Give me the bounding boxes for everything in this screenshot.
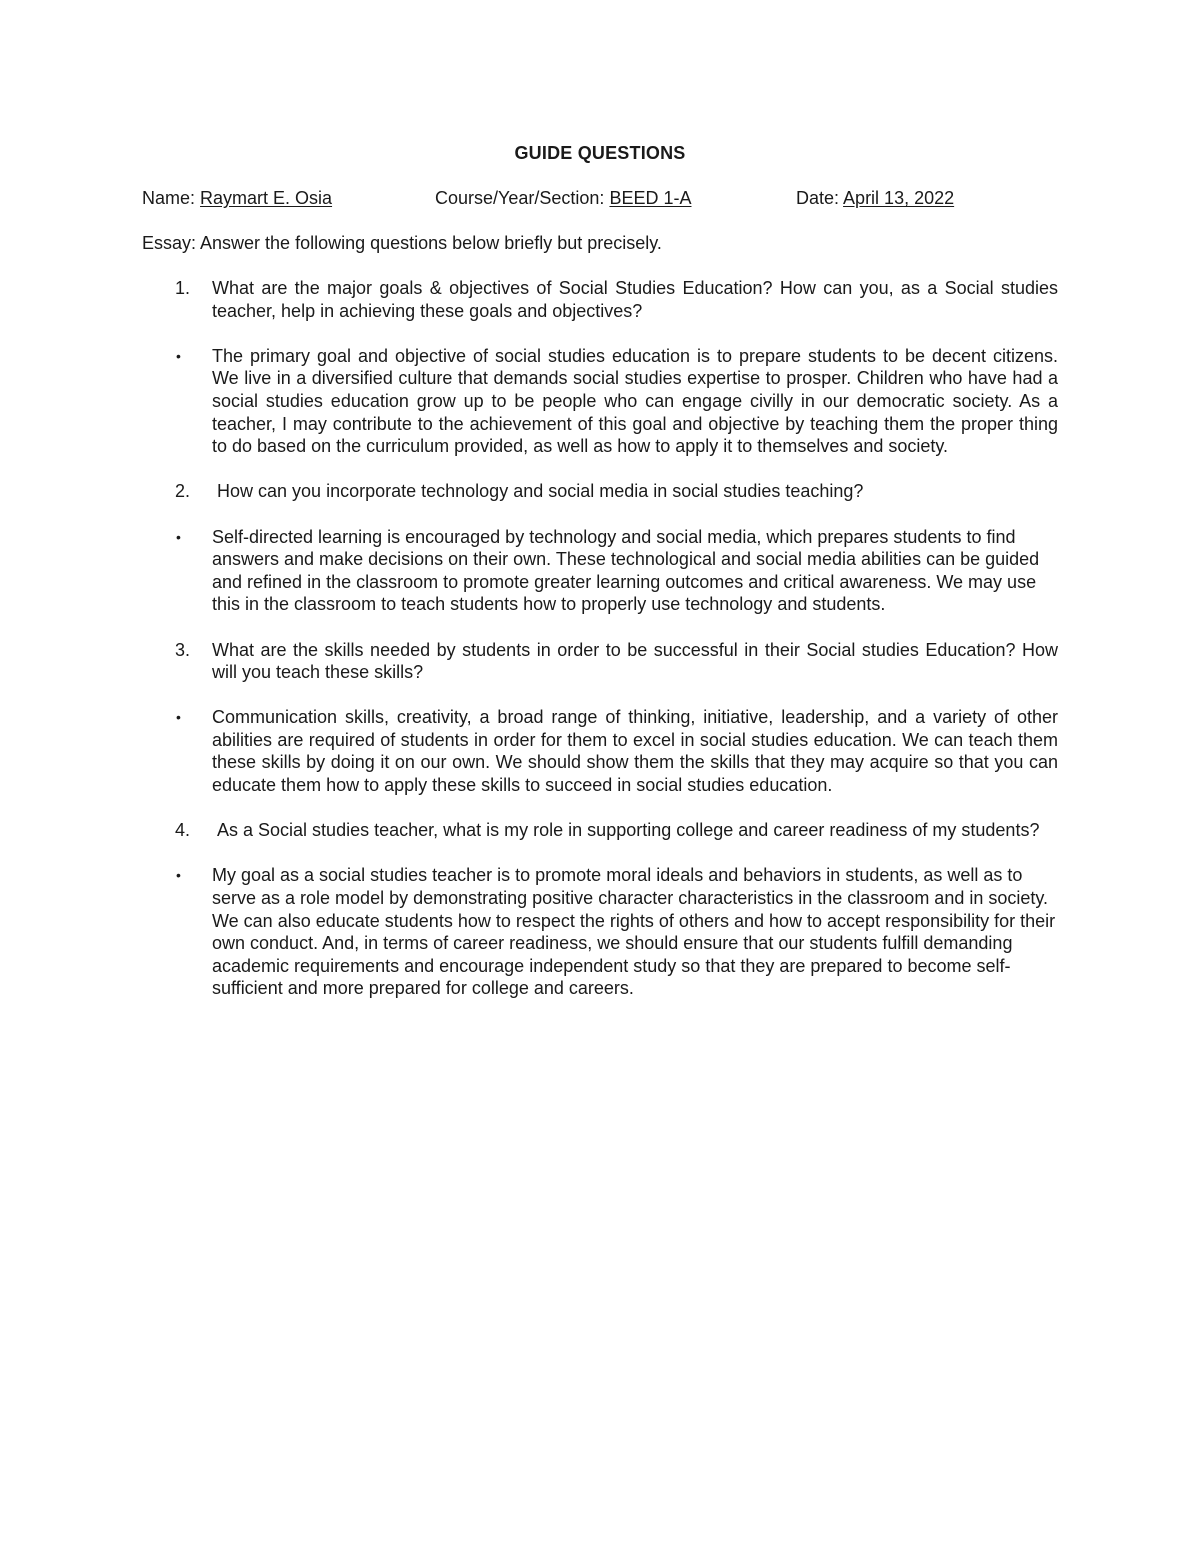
- question-text: As a Social studies teacher, what is my role in supporting college and career readiness of my students?: [212, 820, 1040, 841]
- question-item: [175, 480, 1058, 503]
- question-item: [175, 819, 1058, 842]
- answer-item: [176, 345, 1058, 458]
- essay-instruction: Essay: Answer the following questions below briefly but precisely.: [142, 233, 662, 253]
- question-item: [175, 277, 1058, 322]
- questions-list: [0, 277, 1200, 1023]
- document-title: GUIDE QUESTIONS: [514, 143, 686, 163]
- answer-item: [176, 526, 1058, 616]
- answer-item: [176, 864, 1058, 1000]
- bullet-icon: •: [176, 867, 181, 884]
- bullet-icon: •: [176, 528, 181, 545]
- bullet-icon: •: [176, 347, 181, 364]
- course-label: Course/Year/Section:: [435, 188, 605, 208]
- date-value: April 13, 2022: [843, 188, 955, 208]
- date-field: [796, 187, 954, 209]
- course-field: [435, 187, 691, 209]
- name-label: Name:: [142, 188, 196, 208]
- answer-item: [176, 706, 1058, 796]
- name-value: Raymart E. Osia: [200, 188, 333, 208]
- question-text: What are the skills needed by students in order to be successful in their Social studies Education? How will you teach these skills?: [212, 639, 1058, 683]
- answer-text: The primary goal and objective of social studies education is to prepare students to be decent citizens. We live in a diversified culture that demands social studies expertise to prosper. Children who have had a social studies education grow up to be people who can engage civilly in our democratic society. As a teacher, I may contribute to the achievement of this goal and objective by teaching them the proper thing to do based on the curriculum provided, as well as how to apply it to themselves and society.: [212, 345, 1058, 457]
- date-label: Date:: [796, 188, 840, 208]
- question-item: [175, 639, 1058, 684]
- question-text: How can you incorporate technology and social media in social studies teaching?: [212, 481, 864, 502]
- name-field: [142, 187, 332, 209]
- course-value: BEED 1-A: [609, 188, 692, 208]
- question-text: What are the major goals & objectives of Social Studies Education? How can you, as a Social studies teacher, help in achieving these goals and objectives?: [212, 278, 1058, 321]
- student-info-row: [142, 187, 1058, 211]
- question-number: 1.: [175, 278, 191, 298]
- question-number: 2.: [175, 481, 191, 502]
- bullet-icon: •: [176, 709, 181, 726]
- answer-text: Communication skills, creativity, a broad range of thinking, initiative, leadership, and a variety of other abilities are required of students in order for them to excel in social studies education. We can teach them these skills by doing it on our own. We should show them the skills that they may acquire so that you can educate them how to apply these skills to succeed in social studies education.: [212, 707, 1058, 796]
- answer-text: Self-directed learning is encouraged by technology and social media, which prepares students to find answers and make decisions on their own. These technological and social media abilities can be guided and refined in the classroom to promote greater learning outcomes and critical awareness. We may use this in the classroom to teach students how to properly use technology and students.: [212, 526, 1040, 615]
- question-number: 4.: [175, 820, 191, 841]
- answer-text: My goal as a social studies teacher is to promote moral ideals and behaviors in students, as well as to serve as a role model by demonstrating positive character characteristics in the classroom and in society. We can also educate students how to respect the rights of others and how to accept responsibility for their own conduct. And, in terms of career readiness, we should ensure that our students fulfill demanding academic requirements and encourage independent study so that they are prepared to become self-sufficient and more prepared for college and careers.: [212, 865, 1056, 999]
- question-number: 3.: [175, 639, 191, 660]
